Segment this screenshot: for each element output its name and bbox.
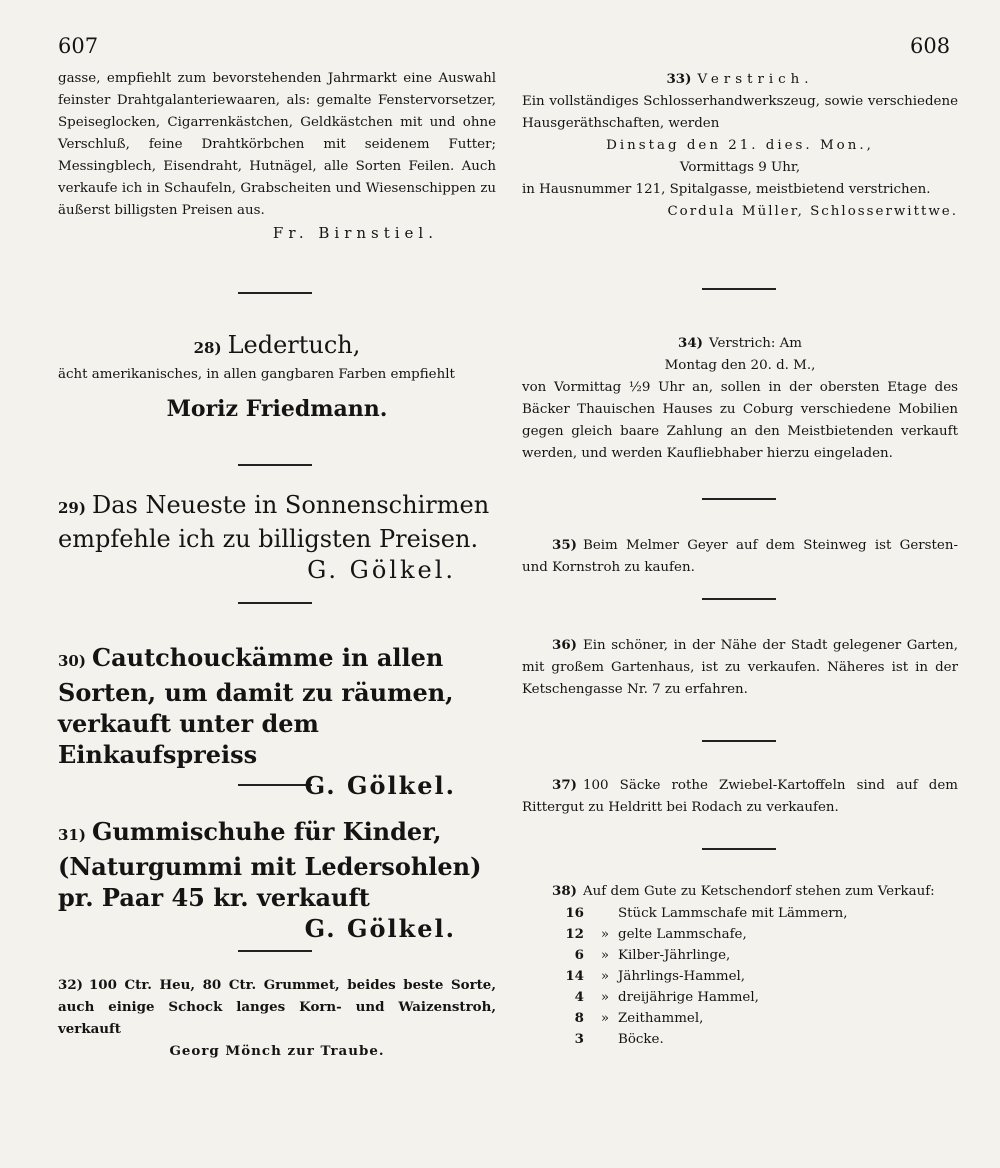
page-number-right: 608 [910,34,951,58]
separator [702,498,776,500]
separator [702,740,776,742]
page-number-left: 607 [58,34,99,58]
ad-number: 32) [58,977,83,993]
ad-number: 38) [552,883,577,899]
ad-title: Verstrich: Am [709,336,802,351]
ad-signature: Cordula Müller, Schlosserwittwe. [667,204,958,219]
ad-text: gasse, empfiehlt zum bevorstehenden Jahrmarkt eine Auswahl feinster Drahtgalanteriewaaren, als: gemalte Fenstervorsetzer, Speiseglocken, Cigarrenkästchen, Geldkästchen mit und ohne Verschluß, feine Drahtkörbchen mit seidenem Futter; Messingblech, Eisendraht, Hutnägel, alle Sorten Feilen. Auch verkaufe ich in Schaufeln, Grabscheiten und Wiesenschippen zu äußerst billigsten Preisen aus. [58,71,496,218]
list-item: 6 » Kilber-Jährlinge, [574,947,731,963]
ad-37 [522,774,958,842]
ad-signature: Georg Mönch zur Traube. [169,1043,385,1059]
ad-date: Montag den 20. d. M., [664,358,816,373]
ad-number: 28) [193,339,222,357]
ad-35 [522,534,958,580]
ad-number: 31) [58,826,86,844]
list-item: 14 » Jährlings-Hammel, [565,968,746,984]
ad-text: Das Neueste in Sonnenschirmen empfehle ich zu billigsten Preisen. [58,491,490,553]
ad-number: 33) [666,71,692,87]
separator [238,950,312,952]
ad-36 [522,634,958,724]
ad-number: 29) [58,499,86,517]
ad-text-2: in Hausnummer 121, Spitalgasse, meistbietend verstrichen. [522,182,931,197]
ad-signature: G. Gölkel. [304,914,456,943]
ad-signature: G. Gölkel. [304,771,456,800]
ad-date: Dinstag den 21. dies. Mon., [606,138,874,153]
livestock-list [522,903,958,1050]
separator [238,464,312,466]
separator [702,848,776,850]
ad-30 [58,642,496,800]
separator [702,598,776,600]
ad-text: von Vormittag ½9 Uhr an, sollen in der obersten Etage des Bäcker Thauischen Hauses zu Coburg verschiedene Mobilien gegen gleich baare Zahlung an den Meistbietenden verkauft werden, und werden Kaufliebhaber hierzu eingeladen. [522,380,958,461]
ad-number: 30) [58,652,86,670]
ad-text: Gummischuhe für Kinder, (Naturgummi mit Ledersohlen) pr. Paar 45 kr. verkauft [58,817,482,912]
ad-28 [58,330,496,450]
list-item: 4 » dreijährige Hammel, [574,989,759,1005]
left-column [58,68,496,1062]
ad-title: Ledertuch, [227,331,361,359]
ad-text: Beim Melmer Geyer auf dem Steinweg ist Gersten- und Kornstroh zu kaufen. [522,538,958,575]
ad-text: Cautchouckämme in allen Sorten, um damit zu räumen, verkauft unter dem Einkaufspreiss [58,643,454,769]
ad-29 [58,490,496,584]
ad-38 [522,880,958,1050]
ad-text: Auf dem Gute zu Ketschendorf stehen zum Verkauf: [582,884,935,899]
ad-34 [522,332,958,488]
separator [702,288,776,290]
list-item: 8 » Zeithammel, [574,1010,704,1026]
ad-number: 35) [552,537,577,553]
ad-title: Verstrich. [697,72,814,87]
ad-text: Ein schöner, in der Nähe der Stadt gelegener Garten, mit großem Gartenhaus, ist zu verkaufen. Näheres ist in der Ketschengasse Nr. 7 zu erfahren. [522,638,958,697]
ad-signature: Fr. Birnstiel. [272,224,438,242]
ad-text: 100 Säcke rothe Zwiebel-Kartoffeln sind auf dem Rittergut zu Heldritt bei Rodach zu verkaufen. [522,778,958,815]
ad-32 [58,974,496,1062]
ad-31 [58,816,496,943]
ad-text: ächt amerikanisches, in allen gangbaren Farben empfiehlt [58,367,455,382]
separator [238,292,312,294]
ad-33 [522,68,958,266]
ad-signature: G. Gölkel. [307,556,456,584]
ad-signature: Moriz Friedmann. [166,396,388,422]
ad-text: 100 Ctr. Heu, 80 Ctr. Grummet, beides beste Sorte, auch einige Schock langes Korn- und Waizenstroh, verkauft [58,977,496,1037]
list-item: 3 Böcke. [574,1031,664,1047]
list-item: 16 Stück Lammschafe mit Lämmern, [565,905,848,921]
ad-time: Vormittags 9 Uhr, [679,160,801,175]
ad-text: Ein vollständiges Schlosserhandwerkszeug, sowie verschiedene Hausgeräthschaften, werden [522,94,958,131]
separator [238,602,312,604]
ad-continued [58,68,496,258]
list-item: 12 » gelte Lammschafe, [565,926,747,942]
ad-number: 34) [678,335,703,351]
right-column [522,68,958,1050]
ad-number: 37) [552,777,577,793]
ad-number: 36) [552,637,577,653]
